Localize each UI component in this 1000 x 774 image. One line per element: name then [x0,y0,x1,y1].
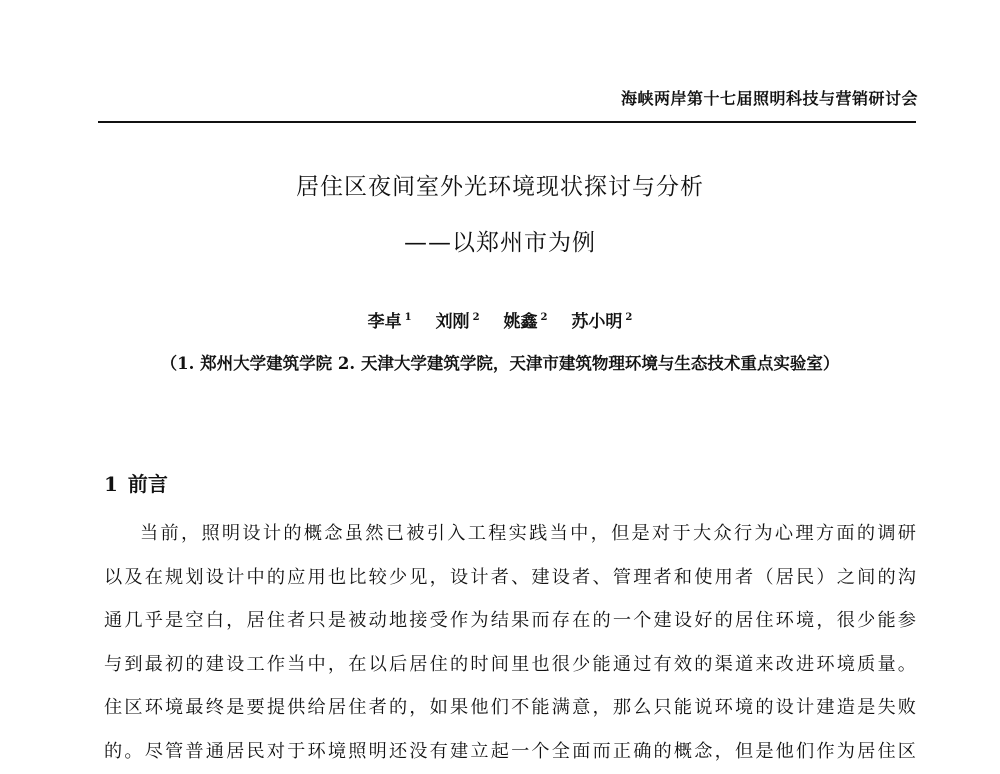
author-affiliation-mark: 1 [404,312,412,324]
article-subtitle: ——以郑州市为例 [404,230,596,256]
author [436,312,480,332]
section-number: 1 [104,472,118,496]
paragraph-line: 当前，照明设计的概念虽然已被引入工程实践当中，但是对于大众行为心理方面的调研 [140,523,916,544]
section-title: 前言 [127,472,168,496]
author-list [0,307,1000,332]
author-name: 苏小明 [571,312,623,332]
author-affiliation-mark: 2 [472,312,480,324]
author [571,312,632,332]
article-title: 居住区夜间室外光环境现状探讨与分析 [296,174,704,200]
author-name: 李卓 [367,312,402,332]
author [503,312,547,332]
paragraph-line: 通几乎是空白，居住者只是被动地接受作为结果而存在的一个建设好的居住环境，很少能参 [104,610,916,632]
paragraph-line: 的。尽管普通居民对于环境照明还没有建立起一个全面而正确的概念，但是他们作为居住区 [104,740,916,762]
author-name: 刘刚 [435,312,470,332]
paragraph-line: 与到最初的建设工作当中，在以后居住的时间里也很少能通过有效的渠道来改进环境质量。 [104,653,916,675]
header-rule [98,121,916,123]
author-affiliation-mark: 2 [540,312,548,324]
paragraph-line: 以及在规划设计中的应用也比较少见，设计者、建设者、管理者和使用者（居民）之间的沟 [104,566,916,588]
body-paragraph [104,512,916,774]
author [368,312,412,332]
affiliations: （1. 郑州大学建筑学院 2. 天津大学建筑学院，天津市建筑物理环境与生态技术重点实验室） [160,354,840,373]
author-name: 姚鑫 [503,312,538,332]
author-affiliation-mark: 2 [625,312,633,324]
section-heading [104,468,168,497]
paragraph-line: 住区环境最终是要提供给居住者的，如果他们不能满意，那么只能说环境的设计建造是失败 [104,697,916,719]
running-header: 海峡两岸第十七届照明科技与营销研讨会 [620,89,918,108]
